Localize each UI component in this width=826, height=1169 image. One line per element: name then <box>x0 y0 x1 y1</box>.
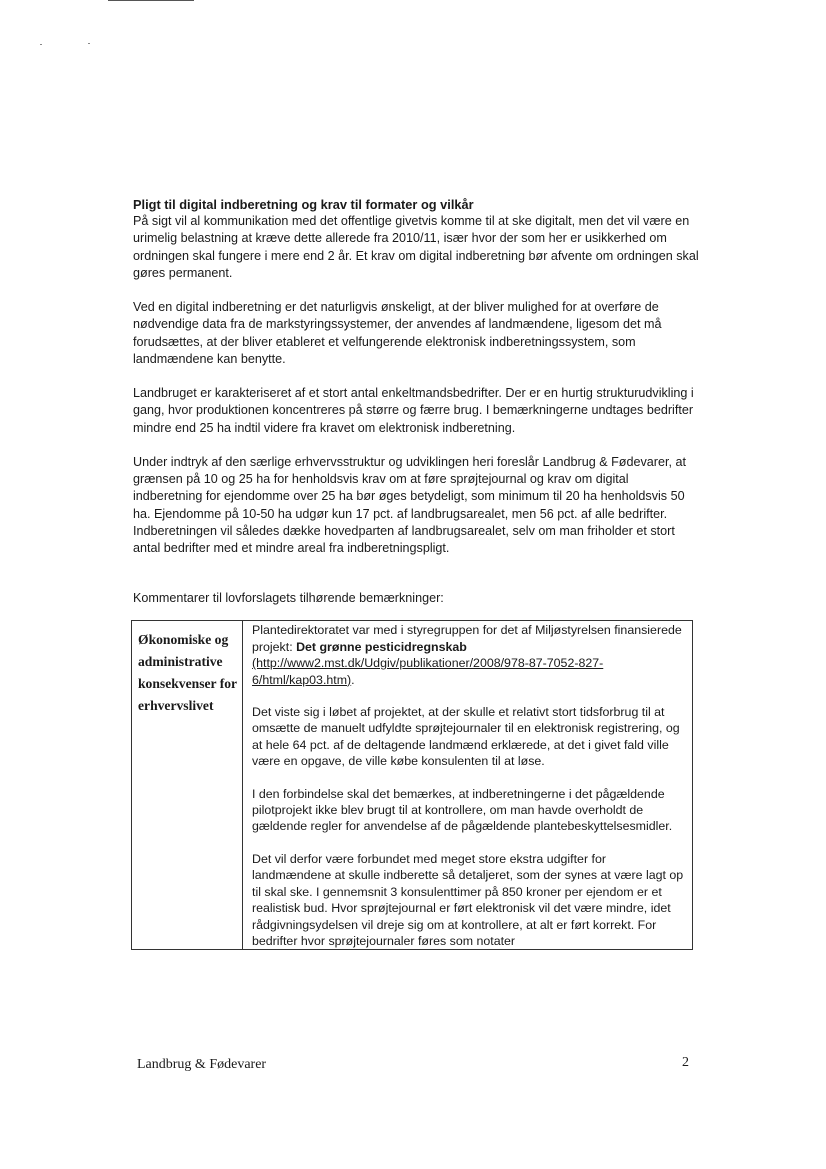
document-body <box>133 196 701 950</box>
table-body-cell <box>243 621 693 950</box>
scan-speck <box>88 43 90 44</box>
page-number: 2 <box>682 1055 689 1070</box>
table-intro-paragraph <box>252 622 684 688</box>
intro-text: Plantedirektoratet var med i styregruppen for det af Miljøstyrelsen finansierede projekt: <box>252 623 682 654</box>
paragraph: Landbruget er karakteriseret af et stort antal enkeltmandsbedrifter. Der er en hurtig strukturudvikling i gang, hvor produktionen koncentreres på større og færre brug. I bemærkningerne undtages bedrifter mindre end 25 ha indtil videre fra kravet om elektronisk indberetning. <box>133 386 694 435</box>
scan-edge-line <box>108 0 194 1</box>
table-row <box>132 621 693 950</box>
footer-organization: Landbrug & Fødevarer <box>137 1057 267 1072</box>
table-paragraph: I den forbindelse skal det bemærkes, at indberetningerne i det pågældende pilotprojekt ikke blev brugt til at kontrollere, om man havde overholdt de gældende regler for anvendelse af de pågældende plantebeskyttelsesmidler. <box>252 786 673 834</box>
paragraph: Under indtryk af den særlige erhvervsstruktur og udviklingen heri foreslår Landbrug & Fødevarer, at grænsen på 10 og 25 ha for henholdsvis krav om at føre sprøjtejournal og krav om digital indberetning for ejendomme over 25 ha bør øges betydeligt, som minimum til 20 ha henholdsvis 50 ha. Ejendomme på 10-50 ha udgør kun 17 pct. af landbrugsarealet, men 56 pct. af alle bedrifter. Indberetningen vil således dække hovedparten af landbrugsarealet, selv om man friholder et stort antal bedrifter med et mindre areal fra indberetningspligt. <box>133 455 686 556</box>
table-label: Økonomiske og administrative konsekvenser for erhvervslivet <box>138 632 237 714</box>
scan-speck <box>40 44 42 45</box>
remarks-table <box>131 620 693 950</box>
project-link[interactable]: (http://www2.mst.dk/Udgiv/publikationer/2008/978-87-7052-827-6/html/kap03.htm) <box>252 656 604 687</box>
paragraph: På sigt vil al kommunikation med det offentlige givetvis komme til at ske digitalt, men det vil være en urimelig belastning at kræve dette allerede fra 2010/11, især hvor der som her er usikkerhed om ordningen skal fungere i mere end 2 år. Et krav om digital indberetning bør afvente om ordningen skal gøres permanent. <box>133 214 699 280</box>
table-label-cell <box>132 621 243 950</box>
section-heading: Pligt til digital indberetning og krav til formater og vilkår <box>133 197 474 212</box>
paragraph: Ved en digital indberetning er det naturligvis ønskeligt, at der bliver mulighed for at overføre de nødvendige data fra de markstyringssystemer, der anvendes af landmændene, ligesom det må forudsættes, at der bliver etableret et velfungerende elektronisk indberetningssystem, som landmændene kan benytte. <box>133 300 662 366</box>
link-suffix: . <box>351 672 355 687</box>
project-name: Det grønne pesticidregnskab <box>296 639 467 654</box>
comments-label: Kommentarer til lovforslagets tilhørende bemærkninger: <box>133 591 444 606</box>
table-paragraph: Det viste sig i løbet af projektet, at der skulle et relativt stort tidsforbrug til at omsætte de manuelt udfyldte sprøjtejournaler til en elektronisk registrering, og at hele 64 pct. af de deltagende landmænd erklærede, at det i givet fald ville være en opgave, de ville købe konsulenten til at løse. <box>252 705 680 769</box>
table-paragraph: Det vil derfor være forbundet med meget store ekstra udgifter for landmændene at skulle indberette så detaljeret, som der synes at være lagt op til skal ske. I gennemsnit 3 konsulenttimer på 850 kroner per ejendom er et realistisk bud. Hvor sprøjtejournal er ført elektronisk vil det være mindre, idet rådgivningsydelsen vil dreje sig om at kontrollere, at alt er ført korrekt. For bedrifter hvor sprøjtejournaler føres som notater <box>252 851 684 948</box>
